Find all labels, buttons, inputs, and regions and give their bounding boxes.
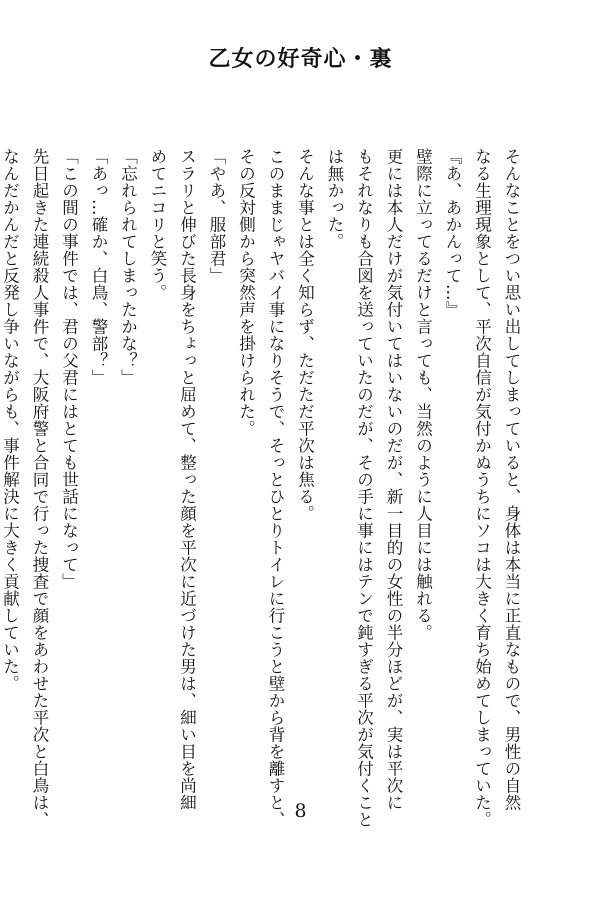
text-line: スラリと伸びた長身をちょっと屈めて、整った顔を平次に近づけた男は、細い目を尚細 <box>177 148 197 811</box>
text-line: 「この間の事件では、君の父君にはとても世話になって」 <box>59 148 79 590</box>
text-line: このままじゃヤバイ事になりそうで、そっとひとりトイレに行こうと壁から背を離すと、 <box>266 148 285 828</box>
text-line: 壁際に立ってるだけと言っても、当然のように人目には触れる。 <box>413 148 433 641</box>
text-line: その反対側から突然声を掛けられた。 <box>236 148 256 437</box>
chapter-title: 乙女の好奇心・裏 <box>208 47 393 72</box>
text-line: なんだかんだと反発し争いながらも、事件解決に大きく貢献していた。 <box>0 148 20 692</box>
text-line: なる生理現象として、平次自信が気付かぬうちにソコは大きく育ち始めてしまっていた。 <box>472 148 492 828</box>
text-line: 更には本人だけが気付いてはいないのだが、新一目的の女性の半分ほどが、実は平次に <box>384 148 403 811</box>
text-line: 「忘れられてしまったかな？」 <box>118 148 138 386</box>
text-line: 「あっ…確か、白鳥、警部？」 <box>89 148 108 386</box>
text-line: もそれなりも合図を送っていたのだが、その手に事にはテンで鈍すぎる平次が気付くこと <box>354 148 374 828</box>
text-line: めてニコリと笑う。 <box>148 148 167 301</box>
body-text <box>0 148 526 828</box>
text-line: は無かった。 <box>325 148 344 250</box>
text-line: 「やあ、服部君」 <box>207 148 226 284</box>
text-line: そんなことをつい思い出してしまっていると、身体は本当に正直なもので、男性の自然 <box>502 148 521 811</box>
text-line: 『あ、あかんって…』 <box>443 148 462 318</box>
text-line: そんな事とは全く知らず、ただただ平次は焦る。 <box>295 148 315 522</box>
page-number: 8 <box>294 800 307 822</box>
text-line: 先日起きた連続殺人事件で、大阪府警と合同で行った捜査で顔をあわせた平次と白鳥は、 <box>30 148 49 828</box>
